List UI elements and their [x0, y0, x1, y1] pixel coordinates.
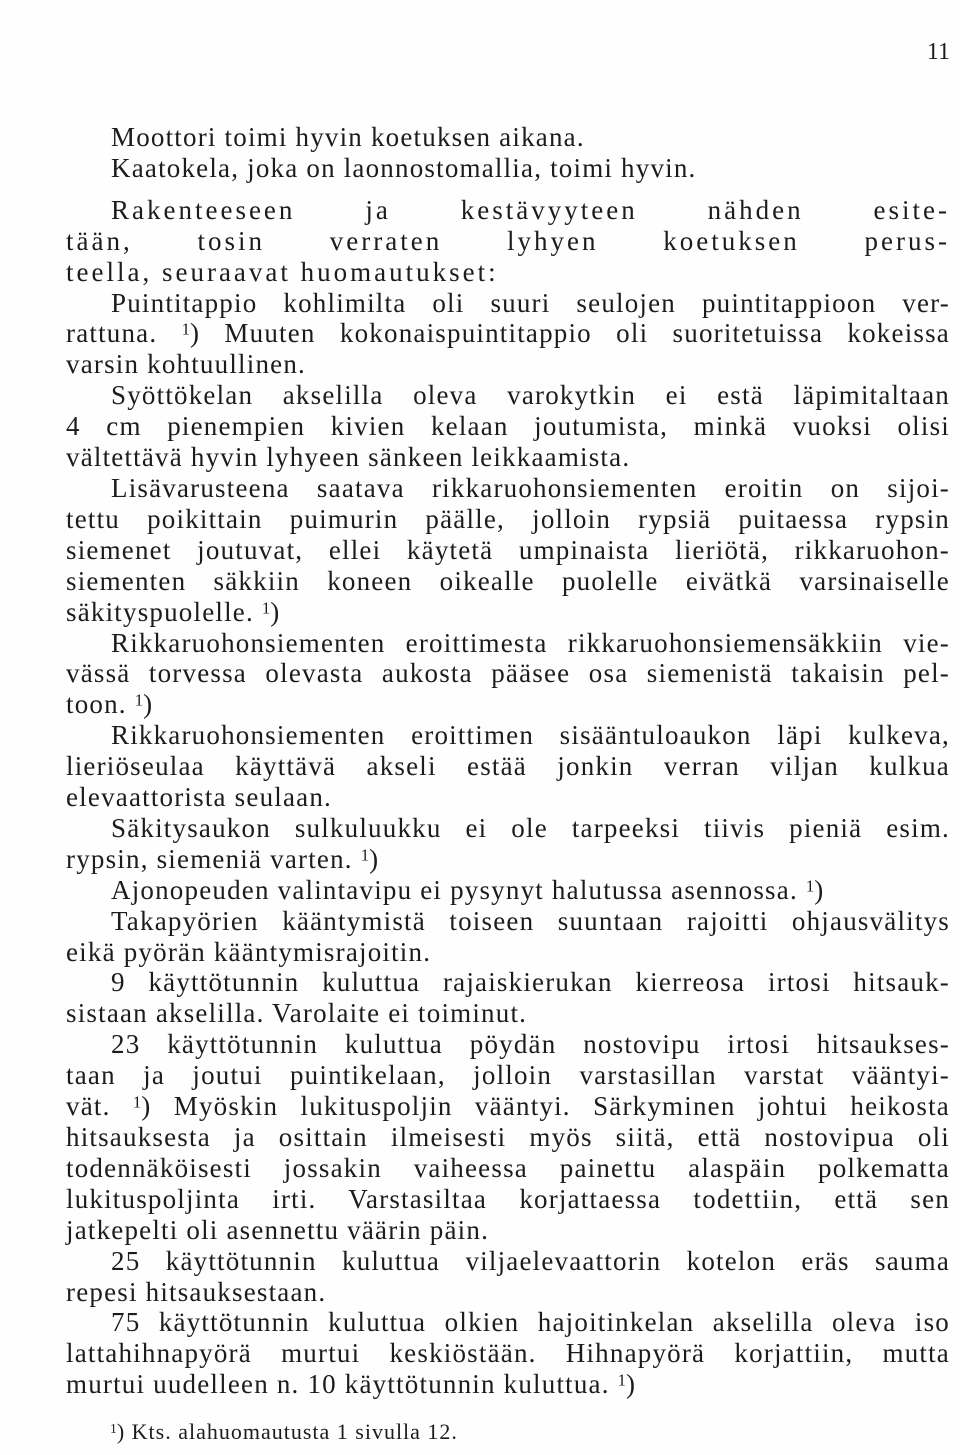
text-line: Rakenteeseen ja kestävyyteen nähden esite-: [111, 194, 950, 225]
paragraph: [66, 628, 950, 721]
text-line: rypsin, siemeniä varten. $^1$): [66, 843, 380, 874]
text-line: vältettävä hyvin lyhyeen sänkeen leikkaamista.: [66, 442, 631, 473]
text-line: siemenet joutuvat, ellei käytetä umpinaista lieriötä, rikkaruohon-: [66, 534, 950, 565]
paragraph-letterspaced: [66, 195, 950, 288]
text-line: varsin kohtuullinen.: [66, 349, 306, 380]
paragraph: [66, 288, 950, 381]
text-line: repesi hitsauksestaan.: [66, 1276, 327, 1307]
paragraph: [66, 153, 950, 184]
text-line: vässä torvessa olevasta aukosta pääsee osa siemenistä takaisin pel-: [66, 658, 950, 689]
text-line: Ajonopeuden valintavipu ei pysynyt halutussa asennossa. $^1$): [111, 874, 825, 905]
paragraph: [66, 967, 950, 1029]
text-line: lieriöseulaa käyttävä akseli estää jonkin verran viljan kulkua: [66, 751, 950, 782]
paragraph: [66, 720, 950, 813]
text-line: 9 käyttötunnin kuluttua rajaiskierukan kierreosa irtosi hitsauk-: [111, 967, 950, 998]
text-line: Rikkaruohonsiementen eroittimesta rikkaruohonsiemensäkkiin vie-: [111, 627, 950, 658]
text-line: Lisävarusteena saatava rikkaruohonsiementen eroitin on sijoi-: [111, 472, 950, 503]
text-line: taan ja joutui puintikelaan, jolloin varstasillan varstat vääntyi-: [66, 1060, 950, 1091]
paragraph: [66, 906, 950, 968]
paragraph: [66, 380, 950, 473]
text-line: Moottori toimi hyvin koetuksen aikana.: [111, 122, 585, 152]
text-line: Takapyörien kääntymistä toiseen suuntaan rajoitti ohjausvälitys: [111, 905, 950, 936]
paragraph: [66, 122, 950, 153]
text-line: 75 käyttötunnin kuluttua olkien hajoitinkelan akselilla oleva iso: [111, 1307, 950, 1338]
page-number: 11: [926, 39, 950, 65]
text-line: siementen säkkiin koneen oikealle puolelle eivätkä varsinaiselle: [66, 565, 950, 596]
text-line: 23 käyttötunnin kuluttua pöydän nostovipu irtosi hitsaukses-: [111, 1029, 950, 1060]
text-line: hitsauksesta ja osittain ilmeisesti myös siitä, että nostovipua oli: [66, 1122, 950, 1152]
paragraph: [66, 1246, 950, 1308]
text-line: murtui uudelleen n. 10 käyttötunnin kuluttua. $^1$): [66, 1369, 637, 1400]
paragraph: [66, 1307, 950, 1400]
text-line: jatkepelti oli asennettu väärin päin.: [66, 1214, 490, 1245]
text-line: Syöttökelan akselilla oleva varokytkin ei estä läpimitaltaan: [111, 380, 950, 411]
text-line: säkityspuolelle. $^1$): [66, 596, 281, 627]
text-line: 25 käyttötunnin kuluttua viljaelevaattorin kotelon eräs sauma: [111, 1245, 950, 1276]
text-line: elevaattorista seulaan.: [66, 782, 332, 813]
paragraph: [66, 473, 950, 628]
text-line: todennäköisesti jossakin vaiheessa painettu alaspäin polkematta: [66, 1152, 950, 1183]
text-line: rattuna. $^1$) Muuten kokonaispuintitappio oli suoritetuissa kokeissa: [66, 318, 950, 349]
text-line: Puintitappio kohlimilta oli suuri seulojen puintitappioon ver-: [111, 287, 950, 318]
paragraph: [66, 875, 950, 906]
text-line: Kaatokela, joka on laonnostomallia, toimi hyvin.: [111, 152, 697, 183]
text-line: vät. $^1$) Myöskin lukituspoljin vääntyi. Särkyminen johtui heikosta: [66, 1091, 950, 1122]
text-line: 4 cm pienempien kivien kelaan joutumista, minkä vuoksi olisi: [66, 411, 950, 442]
text-line: sistaan akselilla. Varolaite ei toiminut.: [66, 998, 528, 1029]
text-line: eikä pyörän kääntymisrajoitin.: [66, 936, 432, 967]
text-line: tään, tosin verraten lyhyen koetuksen perus-: [66, 225, 950, 256]
text-line: lukituspoljinta irti. Varstasiltaa korjattaessa todettiin, että sen: [66, 1183, 950, 1214]
text-line: lattahihnapyörä murtui keskiöstään. Hihnapyörä korjattiin, mutta: [66, 1338, 950, 1369]
text-line: Säkitysaukon sulkuluukku ei ole tarpeeksi tiivis pieniä esim.: [111, 812, 950, 843]
body-text: [66, 122, 950, 1400]
footnote: $^1$) Kts. alahuomautusta 1 sivulla 12.: [110, 1419, 458, 1444]
text-line: teella, seuraavat huomautukset:: [66, 256, 499, 287]
paragraph: [66, 813, 950, 875]
paragraph: [66, 1029, 950, 1245]
text-line: Rikkaruohonsiementen eroittimen sisääntuloaukon läpi kulkeva,: [111, 720, 950, 751]
text-line: toon. $^1$): [66, 689, 154, 720]
text-line: tettu poikittain puimurin päälle, jolloin rypsiä puitaessa rypsin: [66, 503, 950, 534]
